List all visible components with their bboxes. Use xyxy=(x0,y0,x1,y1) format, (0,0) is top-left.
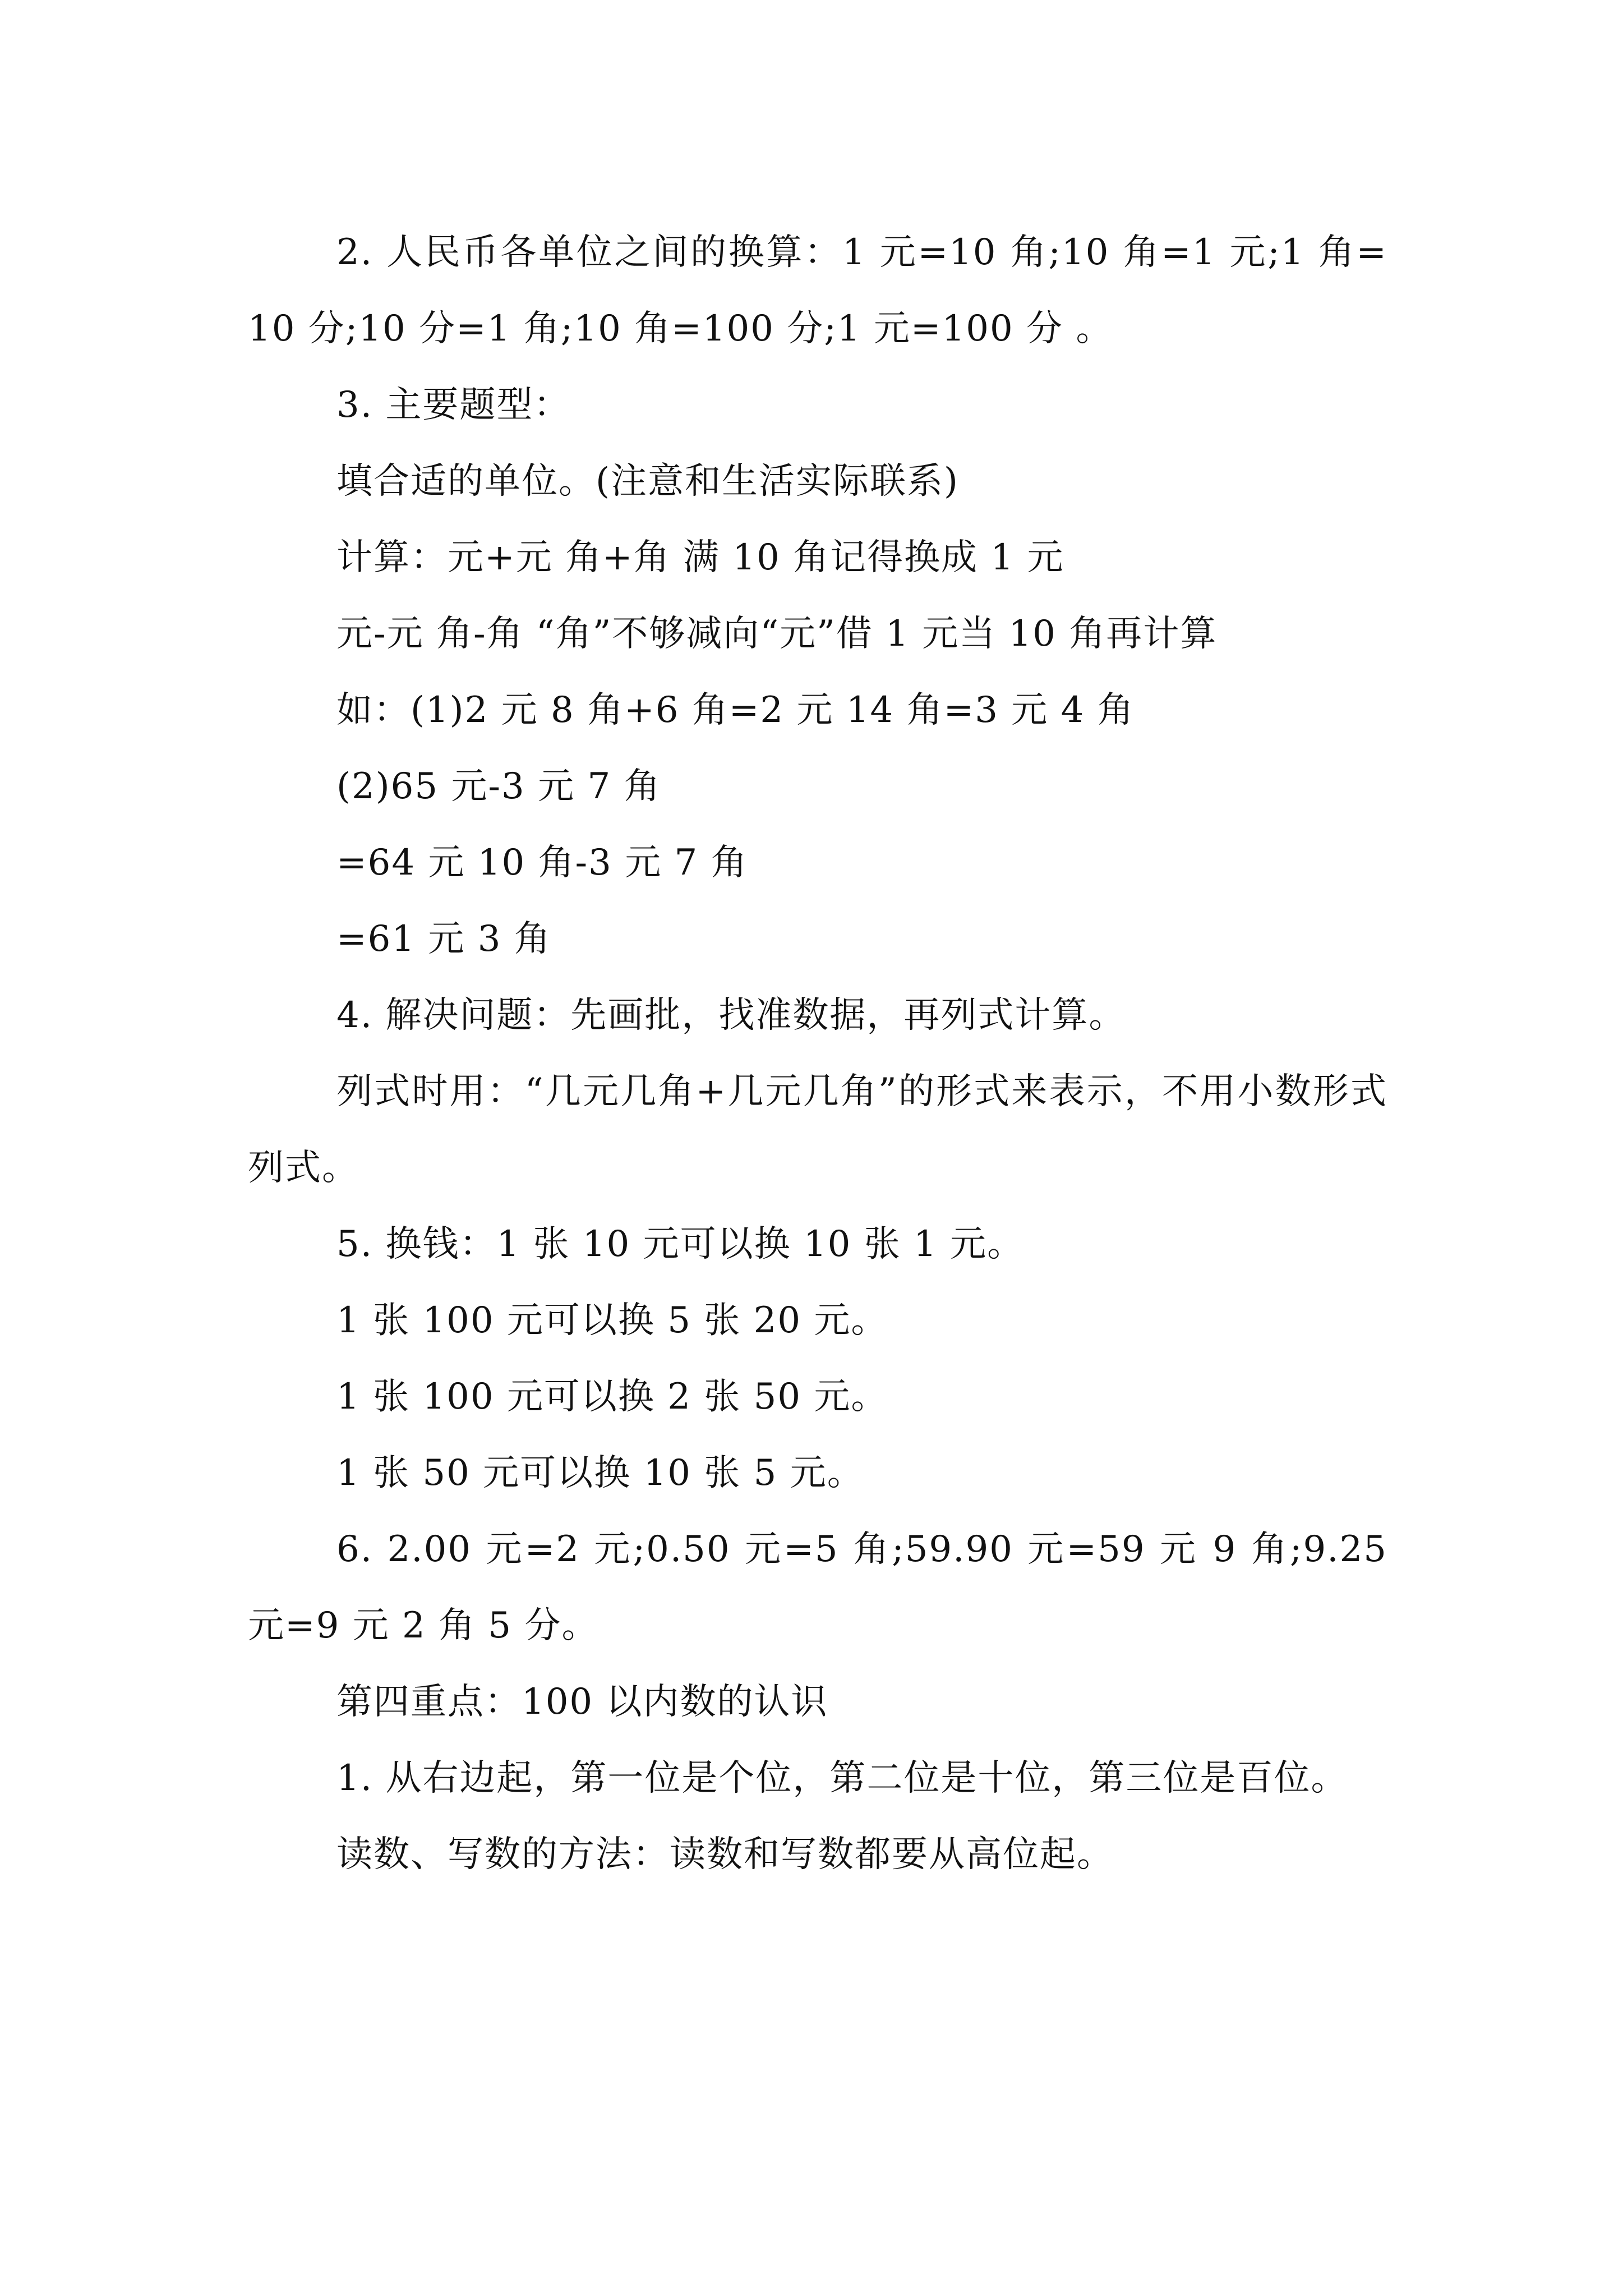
paragraph-exchange-50-to-5: 1 张 50 元可以换 10 张 5 元。 xyxy=(336,1452,864,1494)
paragraph-place-values: 1. 从右边起，第一位是个位，第二位是十位，第三位是百位。 xyxy=(336,1757,1348,1799)
paragraph-example-2-step-1: =64 元 10 角-3 元 7 角 xyxy=(336,842,748,884)
document-body xyxy=(248,214,1387,1893)
paragraph-solve-problems: 4. 解决问题：先画批，找准数据，再列式计算。 xyxy=(336,995,1126,1036)
paragraph-currency-conversion: 2. 人民币各单位之间的换算：1 元=10 角;10 角=1 元;1 角=10 分;10 分=1 角;10 角=100 分;1 元=100 分 。 xyxy=(248,232,1387,349)
paragraph-exchange-100-to-20: 1 张 100 元可以换 5 张 20 元。 xyxy=(336,1300,888,1341)
paragraph-example-2: (2)65 元-3 元 7 角 xyxy=(336,766,661,807)
paragraph-read-write-numbers: 读数、写数的方法：读数和写数都要从高位起。 xyxy=(336,1834,1114,1875)
paragraph-calc-addition: 计算：元+元 角+角 满 10 角记得换成 1 元 xyxy=(336,537,1064,578)
paragraph-equation-format: 列式时用：“几元几角+几元几角”的形式来表示，不用小数形式列式。 xyxy=(248,1071,1387,1189)
paragraph-calc-subtraction: 元-元 角-角 “角”不够减向“元”借 1 元当 10 角再计算 xyxy=(336,613,1218,655)
section-heading-key-point-4: 第四重点：100 以内数的认识 xyxy=(336,1681,828,1723)
paragraph-exchange-100-to-50: 1 张 100 元可以换 2 张 50 元。 xyxy=(336,1376,888,1418)
paragraph-fill-units: 填合适的单位。(注意和生活实际联系) xyxy=(336,461,959,502)
paragraph-main-question-types: 3. 主要题型： xyxy=(336,384,571,426)
paragraph-example-2-step-2: =61 元 3 角 xyxy=(336,918,551,960)
paragraph-decimal-conversion: 6. 2.00 元=2 元;0.50 元=5 角;59.90 元=59 元 9 角;9.25 元=9 元 2 角 5 分。 xyxy=(248,1529,1387,1646)
paragraph-example-1: 如：(1)2 元 8 角+6 角=2 元 14 角=3 元 4 角 xyxy=(336,689,1135,731)
paragraph-exchange-money: 5. 换钱：1 张 10 元可以换 10 张 1 元。 xyxy=(336,1223,1025,1265)
